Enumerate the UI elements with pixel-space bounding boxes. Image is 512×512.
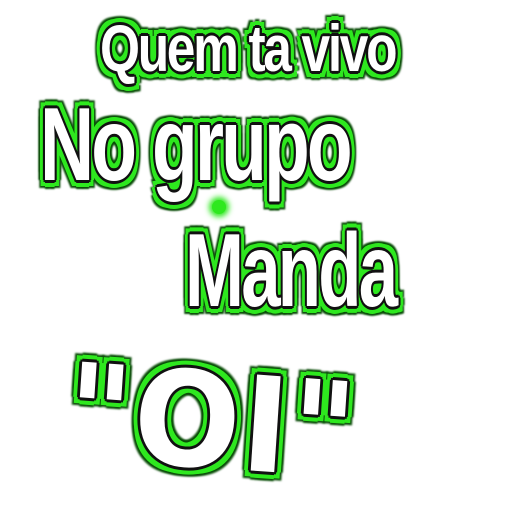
sticker-line-quem-ta-vivo: Quem ta vivo bbox=[100, 11, 396, 85]
sticker-line-oi: "OI" bbox=[61, 335, 363, 511]
sticker-line-no-grupo: No grupo bbox=[40, 87, 350, 203]
sticker-line-manda: Manda bbox=[185, 213, 396, 329]
